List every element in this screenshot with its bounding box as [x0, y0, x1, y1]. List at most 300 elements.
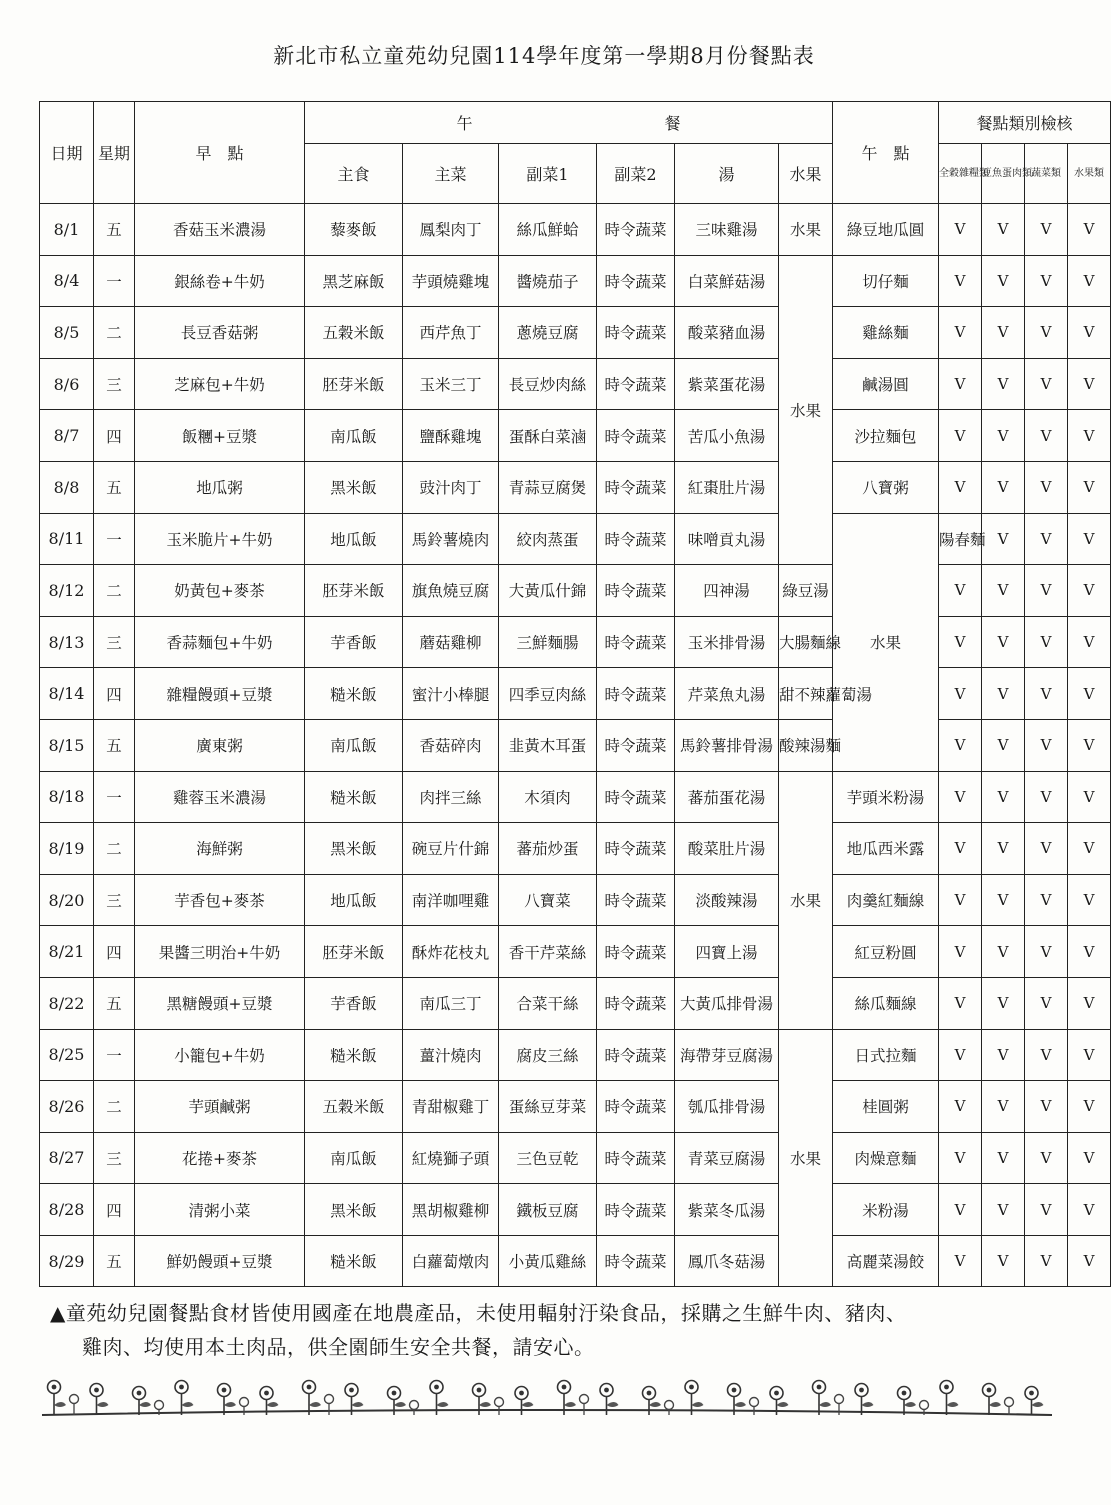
- check-mark: V: [939, 358, 982, 410]
- check-mark: V: [1025, 1029, 1068, 1081]
- check-mark: V: [1068, 565, 1111, 617]
- check-mark: V: [982, 255, 1025, 307]
- flower-border-icon: [42, 1375, 1052, 1421]
- snack-cell: 甜不辣蘿蔔湯: [779, 668, 833, 720]
- side2-cell: 時令蔬菜: [597, 1029, 675, 1081]
- weekday-cell: 三: [94, 874, 135, 926]
- weekday-cell: 三: [94, 616, 135, 668]
- main-dish-cell: 紅燒獅子頭: [403, 1132, 499, 1184]
- side1-cell: 三鮮麵腸: [499, 616, 597, 668]
- side2-cell: 時令蔬菜: [597, 255, 675, 307]
- snack-cell: 陽春麵: [939, 513, 982, 565]
- header-weekday: 星期: [94, 102, 135, 204]
- fruit-cell: 水果: [779, 771, 833, 1029]
- check-mark: V: [982, 823, 1025, 875]
- check-mark: V: [939, 1132, 982, 1184]
- check-mark: V: [1068, 358, 1111, 410]
- main-dish-cell: 西芹魚丁: [403, 307, 499, 359]
- side2-cell: 時令蔬菜: [597, 358, 675, 410]
- snack-cell: 高麗菜湯餃: [833, 1235, 939, 1287]
- main-food-cell: 胚芽米飯: [305, 358, 403, 410]
- check-mark: V: [1068, 874, 1111, 926]
- check-mark: V: [1025, 1235, 1068, 1287]
- side2-cell: 時令蔬菜: [597, 719, 675, 771]
- side1-cell: 合菜干絲: [499, 977, 597, 1029]
- breakfast-cell: 香蒜麵包+牛奶: [135, 616, 305, 668]
- side1-cell: 長豆炒肉絲: [499, 358, 597, 410]
- side2-cell: 時令蔬菜: [597, 616, 675, 668]
- header-side2: 副菜2: [597, 144, 675, 204]
- weekday-cell: 一: [94, 1029, 135, 1081]
- side1-cell: 木須肉: [499, 771, 597, 823]
- main-dish-cell: 香菇碎肉: [403, 719, 499, 771]
- snack-cell: 肉羹紅麵線: [833, 874, 939, 926]
- check-mark: V: [982, 204, 1025, 256]
- check-mark: V: [939, 461, 982, 513]
- check-mark: V: [982, 616, 1025, 668]
- breakfast-cell: 廣東粥: [135, 719, 305, 771]
- check-mark: V: [982, 926, 1025, 978]
- snack-cell: 鹹湯圓: [833, 358, 939, 410]
- check-mark: V: [982, 1081, 1025, 1133]
- soup-cell: 四神湯: [675, 565, 779, 617]
- soup-cell: 酸菜豬血湯: [675, 307, 779, 359]
- side1-cell: 蔥燒豆腐: [499, 307, 597, 359]
- soup-cell: 白菜鮮菇湯: [675, 255, 779, 307]
- breakfast-cell: 銀絲卷+牛奶: [135, 255, 305, 307]
- soup-cell: 紫菜蛋花湯: [675, 358, 779, 410]
- side1-cell: 香干芹菜絲: [499, 926, 597, 978]
- table-row: [40, 565, 1111, 617]
- side1-cell: 八寶菜: [499, 874, 597, 926]
- main-food-cell: 芋香飯: [305, 977, 403, 1029]
- side1-cell: 四季豆肉絲: [499, 668, 597, 720]
- check-mark: V: [1025, 513, 1068, 565]
- header-main-dish: 主菜: [403, 144, 499, 204]
- soup-cell: 淡酸辣湯: [675, 874, 779, 926]
- soup-cell: 芹菜魚丸湯: [675, 668, 779, 720]
- main-dish-cell: 酥炸花枝丸: [403, 926, 499, 978]
- soup-cell: 紫菜冬瓜湯: [675, 1184, 779, 1236]
- header-snack: 午 點: [833, 102, 939, 204]
- main-food-cell: 糙米飯: [305, 771, 403, 823]
- breakfast-cell: 香菇玉米濃湯: [135, 204, 305, 256]
- header-cat-grain: 全穀雜糧類: [939, 144, 982, 204]
- check-mark: V: [1025, 616, 1068, 668]
- check-mark: V: [1068, 1081, 1111, 1133]
- side2-cell: 時令蔬菜: [597, 926, 675, 978]
- main-dish-cell: 蘑菇雞柳: [403, 616, 499, 668]
- date-cell: 8/7: [40, 410, 94, 462]
- check-mark: V: [939, 1235, 982, 1287]
- main-dish-cell: 蜜汁小棒腿: [403, 668, 499, 720]
- check-mark: V: [939, 668, 982, 720]
- header-date: 日期: [40, 102, 94, 204]
- date-cell: 8/12: [40, 565, 94, 617]
- snack-cell: 米粉湯: [833, 1184, 939, 1236]
- side2-cell: 時令蔬菜: [597, 874, 675, 926]
- check-mark: V: [939, 204, 982, 256]
- check-mark: V: [982, 874, 1025, 926]
- check-mark: V: [1068, 616, 1111, 668]
- weekday-cell: 一: [94, 255, 135, 307]
- note-line-1: 童苑幼兒園餐點食材皆使用國產在地農產品，未使用輻射汙染食品，採購之生鮮牛肉、豬肉、: [65, 1301, 907, 1325]
- main-food-cell: 胚芽米飯: [305, 565, 403, 617]
- fruit-cell: 水果: [779, 255, 833, 565]
- check-mark: V: [939, 823, 982, 875]
- soup-cell: 苦瓜小魚湯: [675, 410, 779, 462]
- check-mark: V: [939, 565, 982, 617]
- weekday-cell: 二: [94, 1081, 135, 1133]
- main-food-cell: 五穀米飯: [305, 307, 403, 359]
- breakfast-cell: 清粥小菜: [135, 1184, 305, 1236]
- food-safety-note: [50, 1296, 1060, 1364]
- check-mark: V: [939, 307, 982, 359]
- breakfast-cell: 飯糰+豆漿: [135, 410, 305, 462]
- soup-cell: 大黃瓜排骨湯: [675, 977, 779, 1029]
- main-food-cell: 地瓜飯: [305, 513, 403, 565]
- soup-cell: 紅棗肚片湯: [675, 461, 779, 513]
- snack-cell: 桂圓粥: [833, 1081, 939, 1133]
- side1-cell: 小黃瓜雞絲: [499, 1235, 597, 1287]
- main-food-cell: 糙米飯: [305, 668, 403, 720]
- weekday-cell: 四: [94, 668, 135, 720]
- side1-cell: 蛋酥白菜滷: [499, 410, 597, 462]
- check-mark: V: [982, 307, 1025, 359]
- date-cell: 8/28: [40, 1184, 94, 1236]
- check-mark: V: [1025, 668, 1068, 720]
- check-mark: V: [982, 1132, 1025, 1184]
- soup-cell: 海帶芽豆腐湯: [675, 1029, 779, 1081]
- table-row: [40, 977, 1111, 1029]
- table-row: [40, 307, 1111, 359]
- breakfast-cell: 花捲+麥茶: [135, 1132, 305, 1184]
- side1-cell: 三色豆乾: [499, 1132, 597, 1184]
- header-cat-veg: 蔬菜類: [1025, 144, 1068, 204]
- table-row: [40, 719, 1111, 771]
- breakfast-cell: 鮮奶饅頭+豆漿: [135, 1235, 305, 1287]
- main-dish-cell: 鹽酥雞塊: [403, 410, 499, 462]
- main-food-cell: 糙米飯: [305, 1029, 403, 1081]
- check-mark: V: [1068, 1184, 1111, 1236]
- date-cell: 8/15: [40, 719, 94, 771]
- check-mark: V: [1068, 926, 1111, 978]
- check-mark: V: [1025, 565, 1068, 617]
- check-mark: V: [1068, 204, 1111, 256]
- check-mark: V: [1068, 977, 1111, 1029]
- check-mark: V: [982, 719, 1025, 771]
- side1-cell: 絞肉蒸蛋: [499, 513, 597, 565]
- breakfast-cell: 玉米脆片+牛奶: [135, 513, 305, 565]
- check-mark: V: [1025, 1132, 1068, 1184]
- table-row: [40, 461, 1111, 513]
- snack-cell: 沙拉麵包: [833, 410, 939, 462]
- date-cell: 8/26: [40, 1081, 94, 1133]
- check-mark: V: [1068, 307, 1111, 359]
- check-mark: V: [982, 1184, 1025, 1236]
- check-mark: V: [939, 616, 982, 668]
- table-row: [40, 1132, 1111, 1184]
- snack-cell: 大腸麵線: [779, 616, 833, 668]
- check-mark: V: [1068, 823, 1111, 875]
- check-mark: V: [982, 1029, 1025, 1081]
- weekday-cell: 五: [94, 719, 135, 771]
- breakfast-cell: 雞蓉玉米濃湯: [135, 771, 305, 823]
- check-mark: V: [1025, 461, 1068, 513]
- snack-cell: 日式拉麵: [833, 1029, 939, 1081]
- main-food-cell: 芋香飯: [305, 616, 403, 668]
- check-mark: V: [1068, 719, 1111, 771]
- table-row: [40, 1235, 1111, 1287]
- check-mark: V: [982, 565, 1025, 617]
- breakfast-cell: 小籠包+牛奶: [135, 1029, 305, 1081]
- weekday-cell: 五: [94, 1235, 135, 1287]
- side2-cell: 時令蔬菜: [597, 1184, 675, 1236]
- page-title: 新北市私立童苑幼兒園114學年度第一學期8月份餐點表: [273, 44, 815, 68]
- snack-cell: 地瓜西米露: [833, 823, 939, 875]
- snack-cell: 酸辣湯麵: [779, 719, 833, 771]
- snack-cell: 切仔麵: [833, 255, 939, 307]
- meal-rows: [40, 204, 1111, 1287]
- main-food-cell: 藜麥飯: [305, 204, 403, 256]
- main-food-cell: 地瓜飯: [305, 874, 403, 926]
- check-mark: V: [982, 668, 1025, 720]
- table-row: [40, 823, 1111, 875]
- weekday-cell: 三: [94, 358, 135, 410]
- soup-cell: 瓠瓜排骨湯: [675, 1081, 779, 1133]
- date-cell: 8/19: [40, 823, 94, 875]
- fruit-cell: 水果: [779, 204, 833, 256]
- side2-cell: 時令蔬菜: [597, 668, 675, 720]
- table-row: [40, 513, 1111, 565]
- main-dish-cell: 碗豆片什錦: [403, 823, 499, 875]
- breakfast-cell: 海鮮粥: [135, 823, 305, 875]
- table-row: [40, 616, 1111, 668]
- snack-cell: 肉燥意麵: [833, 1132, 939, 1184]
- table-row: [40, 1029, 1111, 1081]
- check-mark: V: [1025, 823, 1068, 875]
- main-food-cell: 黑芝麻飯: [305, 255, 403, 307]
- main-food-cell: 南瓜飯: [305, 410, 403, 462]
- side2-cell: 時令蔬菜: [597, 410, 675, 462]
- date-cell: 8/6: [40, 358, 94, 410]
- side2-cell: 時令蔬菜: [597, 307, 675, 359]
- table-row: [40, 410, 1111, 462]
- check-mark: V: [1025, 204, 1068, 256]
- check-mark: V: [1025, 771, 1068, 823]
- check-mark: V: [1068, 513, 1111, 565]
- snack-cell: 雞絲麵: [833, 307, 939, 359]
- snack-cell: 八寶粥: [833, 461, 939, 513]
- breakfast-cell: 奶黃包+麥茶: [135, 565, 305, 617]
- date-cell: 8/20: [40, 874, 94, 926]
- table-row: [40, 1081, 1111, 1133]
- check-mark: V: [1068, 1029, 1111, 1081]
- side1-cell: 醬燒茄子: [499, 255, 597, 307]
- main-dish-cell: 旗魚燒豆腐: [403, 565, 499, 617]
- breakfast-cell: 芋香包+麥茶: [135, 874, 305, 926]
- header-cat-protein: 豆魚蛋肉類: [982, 144, 1025, 204]
- weekday-cell: 五: [94, 204, 135, 256]
- check-mark: V: [1068, 461, 1111, 513]
- date-cell: 8/14: [40, 668, 94, 720]
- date-cell: 8/13: [40, 616, 94, 668]
- check-mark: V: [1025, 1081, 1068, 1133]
- check-mark: V: [1025, 719, 1068, 771]
- weekday-cell: 二: [94, 823, 135, 875]
- check-mark: V: [939, 1029, 982, 1081]
- side2-cell: 時令蔬菜: [597, 204, 675, 256]
- weekday-cell: 一: [94, 513, 135, 565]
- table-row: [40, 668, 1111, 720]
- table-row: [40, 926, 1111, 978]
- check-mark: V: [1068, 255, 1111, 307]
- check-mark: V: [982, 358, 1025, 410]
- soup-cell: 蕃茄蛋花湯: [675, 771, 779, 823]
- main-dish-cell: 肉拌三絲: [403, 771, 499, 823]
- check-mark: V: [982, 513, 1025, 565]
- main-food-cell: 南瓜飯: [305, 719, 403, 771]
- side2-cell: 時令蔬菜: [597, 1235, 675, 1287]
- check-mark: V: [982, 977, 1025, 1029]
- table-row: [40, 874, 1111, 926]
- soup-cell: 玉米排骨湯: [675, 616, 779, 668]
- header-main-food: 主食: [305, 144, 403, 204]
- main-dish-cell: 白蘿蔔燉肉: [403, 1235, 499, 1287]
- weekday-cell: 二: [94, 565, 135, 617]
- breakfast-cell: 芝麻包+牛奶: [135, 358, 305, 410]
- date-cell: 8/8: [40, 461, 94, 513]
- side1-cell: 青蒜豆腐煲: [499, 461, 597, 513]
- weekday-cell: 五: [94, 977, 135, 1029]
- header-side1: 副菜1: [499, 144, 597, 204]
- main-dish-cell: 南洋咖哩雞: [403, 874, 499, 926]
- main-food-cell: 黑米飯: [305, 1184, 403, 1236]
- breakfast-cell: 果醬三明治+牛奶: [135, 926, 305, 978]
- main-dish-cell: 薑汁燒肉: [403, 1029, 499, 1081]
- side1-cell: 鐵板豆腐: [499, 1184, 597, 1236]
- header-fruit: 水果: [779, 144, 833, 204]
- note-line-2: 雞肉、均使用本土肉品，供全園師生安全共餐，請安心。: [82, 1335, 595, 1359]
- check-mark: V: [939, 255, 982, 307]
- date-cell: 8/21: [40, 926, 94, 978]
- main-dish-cell: 豉汁肉丁: [403, 461, 499, 513]
- weekday-cell: 二: [94, 307, 135, 359]
- weekday-cell: 五: [94, 461, 135, 513]
- main-dish-cell: 玉米三丁: [403, 358, 499, 410]
- date-cell: 8/22: [40, 977, 94, 1029]
- side1-cell: 絲瓜鮮蛤: [499, 204, 597, 256]
- main-food-cell: 南瓜飯: [305, 1132, 403, 1184]
- main-food-cell: 黑米飯: [305, 823, 403, 875]
- side2-cell: 時令蔬菜: [597, 565, 675, 617]
- check-mark: V: [1025, 307, 1068, 359]
- soup-cell: 馬鈴薯排骨湯: [675, 719, 779, 771]
- side2-cell: 時令蔬菜: [597, 1132, 675, 1184]
- check-mark: V: [1025, 977, 1068, 1029]
- breakfast-cell: 雜糧饅頭+豆漿: [135, 668, 305, 720]
- check-mark: V: [982, 1235, 1025, 1287]
- check-mark: V: [982, 461, 1025, 513]
- weekday-cell: 四: [94, 1184, 135, 1236]
- side1-cell: 蛋絲豆芽菜: [499, 1081, 597, 1133]
- date-cell: 8/1: [40, 204, 94, 256]
- date-cell: 8/29: [40, 1235, 94, 1287]
- date-cell: 8/18: [40, 771, 94, 823]
- check-mark: V: [1068, 771, 1111, 823]
- check-mark: V: [939, 926, 982, 978]
- main-food-cell: 黑米飯: [305, 461, 403, 513]
- side2-cell: 時令蔬菜: [597, 823, 675, 875]
- weekday-cell: 四: [94, 410, 135, 462]
- check-mark: V: [1025, 874, 1068, 926]
- snack-cell: 綠豆湯: [779, 565, 833, 617]
- check-mark: V: [939, 1184, 982, 1236]
- main-food-cell: 糙米飯: [305, 1235, 403, 1287]
- snack-cell: 綠豆地瓜圓: [833, 204, 939, 256]
- side2-cell: 時令蔬菜: [597, 513, 675, 565]
- check-mark: V: [939, 771, 982, 823]
- soup-cell: 三味雞湯: [675, 204, 779, 256]
- check-mark: V: [939, 977, 982, 1029]
- side1-cell: 大黃瓜什錦: [499, 565, 597, 617]
- side1-cell: 蕃茄炒蛋: [499, 823, 597, 875]
- snack-cell: 絲瓜麵線: [833, 977, 939, 1029]
- date-cell: 8/27: [40, 1132, 94, 1184]
- header-breakfast: 早 點: [135, 102, 305, 204]
- check-mark: V: [1025, 926, 1068, 978]
- check-mark: V: [1025, 358, 1068, 410]
- header-check: 餐點類別檢核: [939, 102, 1111, 144]
- main-food-cell: 胚芽米飯: [305, 926, 403, 978]
- breakfast-cell: 芋頭鹹粥: [135, 1081, 305, 1133]
- main-dish-cell: 馬鈴薯燒肉: [403, 513, 499, 565]
- breakfast-cell: 地瓜粥: [135, 461, 305, 513]
- table-row: [40, 771, 1111, 823]
- date-cell: 8/25: [40, 1029, 94, 1081]
- check-mark: V: [982, 410, 1025, 462]
- header-soup: 湯: [675, 144, 779, 204]
- table-row: [40, 1184, 1111, 1236]
- main-food-cell: 五穀米飯: [305, 1081, 403, 1133]
- main-dish-cell: 芋頭燒雞塊: [403, 255, 499, 307]
- soup-cell: 鳳爪冬菇湯: [675, 1235, 779, 1287]
- side2-cell: 時令蔬菜: [597, 461, 675, 513]
- check-mark: V: [1025, 410, 1068, 462]
- side1-cell: 韭黃木耳蛋: [499, 719, 597, 771]
- date-cell: 8/4: [40, 255, 94, 307]
- side2-cell: 時令蔬菜: [597, 977, 675, 1029]
- table-row: [40, 358, 1111, 410]
- check-mark: V: [1068, 410, 1111, 462]
- check-mark: V: [1068, 668, 1111, 720]
- breakfast-cell: 長豆香菇粥: [135, 307, 305, 359]
- weekday-cell: 三: [94, 1132, 135, 1184]
- triangle-icon: ▲: [50, 1301, 66, 1325]
- main-dish-cell: 黑胡椒雞柳: [403, 1184, 499, 1236]
- table-row: [40, 204, 1111, 256]
- check-mark: V: [939, 1081, 982, 1133]
- main-dish-cell: 鳳梨肉丁: [403, 204, 499, 256]
- soup-cell: 四寶上湯: [675, 926, 779, 978]
- check-mark: V: [1068, 1235, 1111, 1287]
- soup-cell: 酸菜肚片湯: [675, 823, 779, 875]
- fruit-cell: 水果: [779, 1029, 833, 1287]
- weekday-cell: 四: [94, 926, 135, 978]
- main-dish-cell: 南瓜三丁: [403, 977, 499, 1029]
- weekday-cell: 一: [94, 771, 135, 823]
- side1-cell: 腐皮三絲: [499, 1029, 597, 1081]
